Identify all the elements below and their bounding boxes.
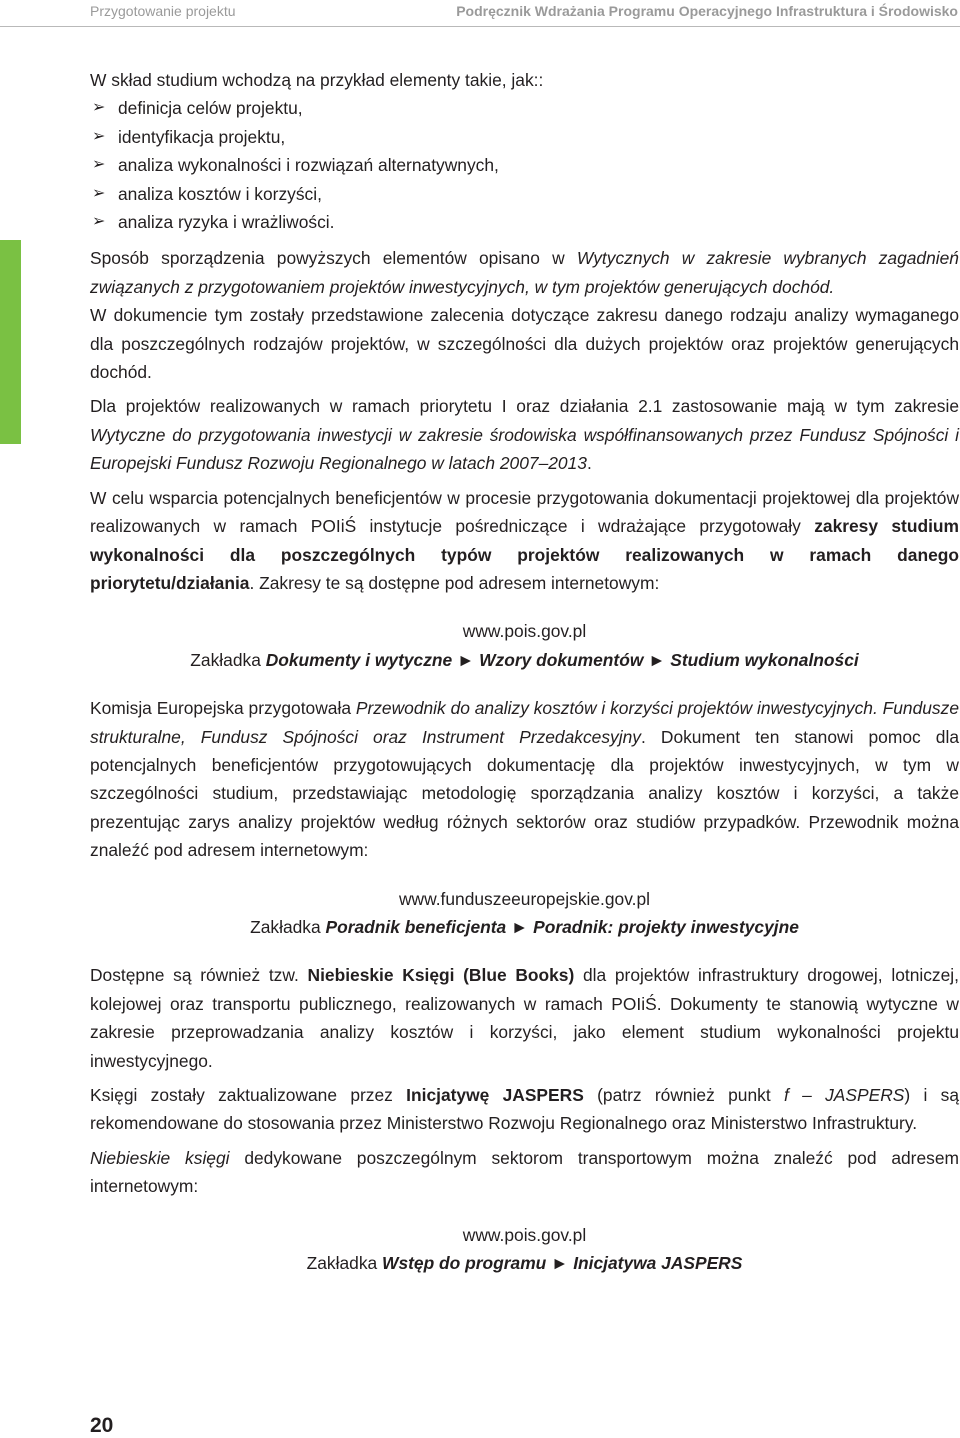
- arrow-bullet-icon: ➢: [92, 156, 106, 174]
- url-pois[interactable]: www.pois.gov.pl: [462, 621, 587, 642]
- cross-reference: f – JASPERS: [783, 1085, 905, 1105]
- list-item-text: analiza wykonalności i rozwiązań alternatywnych,: [118, 155, 499, 176]
- paragraph-support: [90, 484, 959, 598]
- text-run: (patrz również punkt: [583, 1085, 784, 1105]
- document-title: Przewodnik do analizy kosztów i korzyści projektów inwestycyjnych. Fundusze strukturalne, Fundusz Spójności oraz Instrument Przedakcesyjny: [90, 698, 959, 747]
- breadcrumb: [90, 913, 959, 941]
- paragraph-priority: [90, 392, 959, 477]
- text-run: Księgi zostały zaktualizowane przez: [90, 1085, 407, 1105]
- paragraph-guidelines: [90, 244, 959, 301]
- running-header-title: Podręcznik Wdrażania Programu Operacyjnego Infrastruktura i Środowisko: [456, 3, 958, 19]
- arrow-bullet-icon: ➢: [92, 213, 106, 231]
- paragraph-blue-books: [90, 961, 959, 1075]
- text-run: Dla projektów realizowanych w ramach priorytetu I oraz działania 2.1 zastosowanie mają w tym zakresie: [90, 396, 959, 417]
- document-title: Wytyczne do przygotowania inwestycji w zakresie środowiska współfinansowanych przez Fundusz Spójności i Europejski Fundusz Rozwoju Regionalnego w latach 2007–2013: [90, 424, 959, 474]
- text-run: ) i są rekomendowane do stosowania przez Ministerstwo Rozwoju Regionalnego oraz Ministerstwo Infrastruktury.: [90, 1085, 960, 1134]
- page-number: 20: [90, 1414, 114, 1437]
- text-run: Sposób sporządzenia powyższych elementów opisano w: [90, 248, 577, 269]
- triangle-right-icon: ►: [546, 1253, 574, 1274]
- breadcrumb-item: Studium wykonalności: [670, 649, 859, 670]
- emphasis-text: zakresy studium wykonalności dla poszczególnych typów projektów realizowanych w ramach danego priorytetu/działania: [90, 516, 959, 593]
- url-pois[interactable]: www.pois.gov.pl: [462, 1224, 587, 1245]
- list-item-text: analiza ryzyka i wrażliwości.: [118, 212, 335, 233]
- breadcrumb-item: Inicjatywa JASPERS: [573, 1253, 743, 1274]
- triangle-right-icon: ►: [452, 649, 480, 670]
- text-run: . Dokument ten stanowi pomoc dla potencjalnych beneficjentów przygotowujących dokumentację dla projektów inwestycyjnych, w tym w szczególności studium, przedstawiając metodologię sporządzania analizy kosztów i korzyści, a także prezentując zarys analizy projektów według różnych sektorów oraz studiów przypadków. Przewodnik można znaleźć pod adresem internetowym:: [90, 726, 959, 861]
- breadcrumb-prefix: Zakładka: [190, 649, 266, 670]
- document-title: Wytycznych w zakresie wybranych zagadnień związanych z przygotowaniem projektów inwestycyjnych, w tym projektów generujących dochód.: [90, 248, 959, 297]
- text-run: .: [586, 453, 592, 474]
- breadcrumb-item: Wzory dokumentów: [479, 649, 644, 670]
- arrow-bullet-icon: ➢: [92, 99, 106, 117]
- list-item-text: identyfikacja projektu,: [118, 126, 286, 147]
- paragraph-sectors: [90, 1144, 959, 1201]
- breadcrumb: [90, 1249, 959, 1277]
- document-title: Niebieskie księgi: [90, 1147, 230, 1168]
- text-run: W celu wsparcia potencjalnych beneficjentów w procesie przygotowania dokumentacji projektowej dla projektów realizowanych w ramach POIiŚ instytucje pośredniczące i wdrażające przygotowały: [90, 487, 959, 537]
- paragraph-jaspers: [90, 1081, 959, 1138]
- list-item: [90, 180, 959, 208]
- breadcrumb-item: Wstęp do programu: [382, 1253, 547, 1274]
- text-run: Dostępne są również tzw.: [90, 965, 308, 986]
- breadcrumb-item: Poradnik: projekty inwestycyjne: [533, 916, 799, 937]
- breadcrumb: [90, 646, 959, 674]
- header-divider: [0, 26, 960, 27]
- url-funduszeeuropejskie[interactable]: www.funduszeeuropejskie.gov.pl: [398, 888, 651, 909]
- page-body: [90, 66, 959, 1277]
- triangle-right-icon: ►: [643, 649, 671, 670]
- breadcrumb-prefix: Zakładka: [306, 1253, 383, 1274]
- list-item-text: analiza kosztów i korzyści,: [118, 183, 322, 204]
- text-run: dla projektów infrastruktury drogowej, lotniczej, kolejowej oraz transportu publicznego, realizowanych w ramach POIiŚ. Dokumenty te stanowią wytyczne w zakresie przeprowadzania analizy kosztów i korzyści, jako element studium wykonalności projektu inwestycyjnego.: [90, 965, 959, 1071]
- intro-text: W skład studium wchodzą na przykład elementy takie, jak::: [90, 70, 544, 90]
- text-run: . Zakresy te są dostępne pod adresem internetowym:: [249, 572, 660, 593]
- triangle-right-icon: ►: [506, 916, 534, 937]
- emphasis-text: Inicjatywę JASPERS: [406, 1085, 584, 1105]
- side-accent-bar: [0, 240, 21, 444]
- text-run: Komisja Europejska przygotowała: [90, 698, 356, 719]
- breadcrumb-item: Dokumenty i wytyczne: [265, 649, 453, 670]
- breadcrumb-item: Poradnik beneficjenta: [325, 916, 507, 937]
- list-item-text: definicja celów projektu,: [118, 98, 303, 119]
- text-run: dedykowane poszczególnym sektorom transportowym można znaleźć pod adresem internetowym:: [90, 1147, 959, 1197]
- bullet-list: [90, 94, 959, 236]
- emphasis-text: Niebieskie Księgi (Blue Books): [307, 965, 575, 986]
- paragraph-guide: [90, 694, 959, 864]
- arrow-bullet-icon: ➢: [92, 184, 106, 202]
- paragraph-document-scope: W dokumencie tym zostały przedstawione zalecenia dotyczące zakresu danego rodzaju analizy wymaganego dla poszczególnych rodzajów projektów, w szczególności dla dużych projektów oraz projektów generujących dochód.: [90, 305, 959, 383]
- list-item: [90, 123, 959, 151]
- list-item: [90, 208, 959, 236]
- list-item: [90, 151, 959, 179]
- breadcrumb-prefix: Zakładka: [250, 916, 326, 937]
- running-header-section: Przygotowanie projektu: [90, 3, 236, 19]
- arrow-bullet-icon: ➢: [92, 127, 106, 145]
- list-item: [90, 94, 959, 122]
